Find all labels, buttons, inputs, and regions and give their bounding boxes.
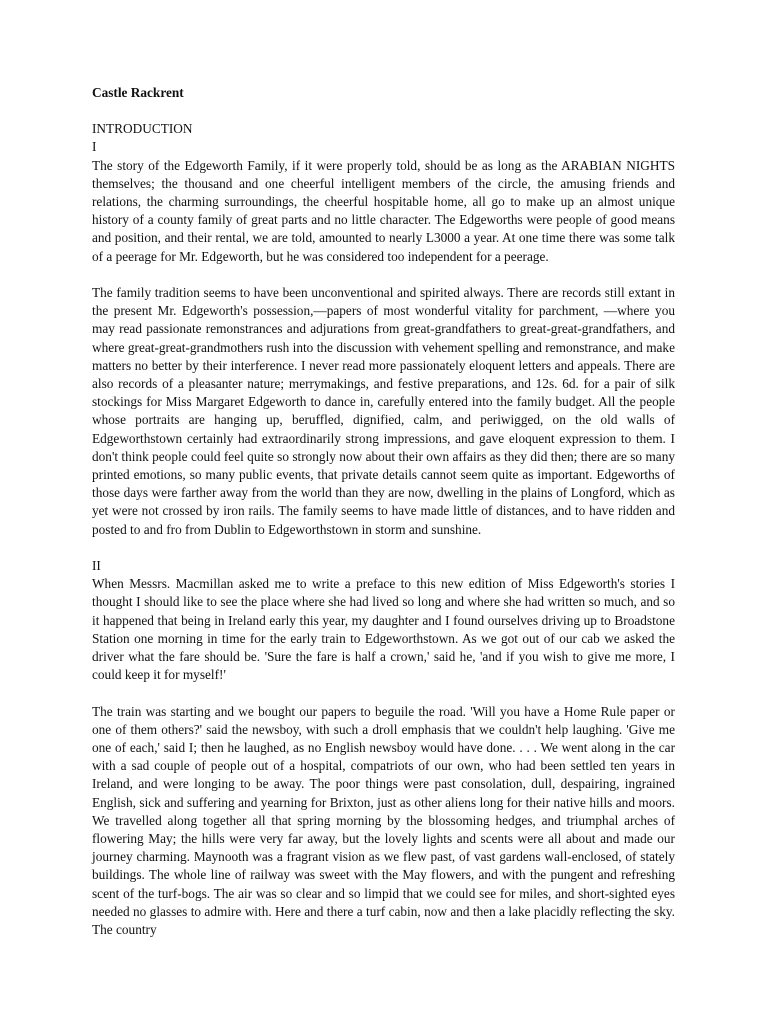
paragraph-gap [92,684,675,702]
document-page [92,84,675,939]
paragraph-gap [92,266,675,284]
paragraph: When Messrs. Macmillan asked me to write a preface to this new edition of Miss Edgeworth's stories I thought I should like to see the place where she had lived so long and where she had written so much, and so it happened that being in Ireland early this year, my daughter and I found ourselves driving up to Broadstone Station one morning in time for the early train to Edgeworthstown. As we got out of our cab we asked the driver what the fare should be. 'Sure the fare is half a crown,' said he, 'and if you wish to give me more, I could keep it for myself!' [92,576,675,683]
paragraph: The story of the Edgeworth Family, if it were properly told, should be as long as the ARABIAN NIGHTS themselves; the thousand and one cheerful intelligent members of the circle, the amusing friends and relations, the charming surroundings, the cheerful hospitable home, all go to make up an almost unique history of a county family of great parts and no little character. The Edgeworths were people of good means and position, and their rental, we are told, amounted to nearly L3000 a year. At one time there was some talk of a peerage for Mr. Edgeworth, but he was considered too independent for a peerage. [92,157,675,264]
part-numeral-2: II [92,558,101,574]
paragraph: The family tradition seems to have been unconventional and spirited always. There are records still extant in the present Mr. Edgeworth's possession,—papers of most wonderful vitality for parchment, —where you may read passionate remonstrances and adjurations from great-grandfathers to great-great-grandfathers, and where great-great-grandmothers rush into the discussion with vehement spelling and remonstrance, and make matters no better by their interference. I never read more passionately eloquent letters and appeals. There are also records of a pleasanter nature; merrymakings, and festive preparations, and 12s. 6d. for a pair of silk stockings for Miss Margaret Edgeworth to dance in, carefully entered into the family budget. All the people whose portraits are hanging up, beruffled, dignified, calm, and periwigged, on the old walls of Edgeworthstown certainly had extraordinarily strong impressions, and gave eloquent expression to them. I don't think people could feel quite so strongly now about their own affairs as they did then; there are so many printed emotions, so many public events, that private details cannot seem quite as important. Edgeworths of those days were farther away from the world than they are now, dwelling in the plains of Longford, which as yet were not crossed by iron rails. The family seems to have made little of distances, and to have ridden and posted to and fro from Dublin to Edgeworthstown in storm and sunshine. [92,285,675,537]
paragraph: The train was starting and we bought our papers to beguile the road. 'Will you have a Home Rule paper or one of them others?' said the newsboy, with such a droll emphasis that we couldn't help laughing. 'Give me one of each,' said I; then he laughed, as no English newsboy would have done. . . . We went along in the car with a sad couple of people out of a hospital, compatriots of our own, who had been settled ten years in Ireland, and were longing to be away. The poor things were past consolation, dull, despairing, ingrained English, sick and suffering and yearning for Brixton, just as other aliens long for their native hills and moors. We travelled along together all that spring morning by the blossoming hedges, and triumphal arches of flowering May; the hills were very far away, but the lovely lights and scents were all about and made our journey charming. Maynooth was a fragrant vision as we flew past, of vast gardens wall-enclosed, of stately buildings. The whole line of railway was sweet with the May flowers, and with the pungent and refreshing scent of the turf-bogs. The air was so clear and so limpid that we could see for miles, and short-sighted eyes needed no glasses to admire with. Here and there a turf cabin, now and then a lake placidly reflecting the sky. The country [92,703,675,938]
document-title: Castle Rackrent [92,85,184,100]
part-numeral-1: I [92,139,97,155]
paragraph-gap [92,539,675,557]
section-heading: INTRODUCTION [92,121,193,137]
